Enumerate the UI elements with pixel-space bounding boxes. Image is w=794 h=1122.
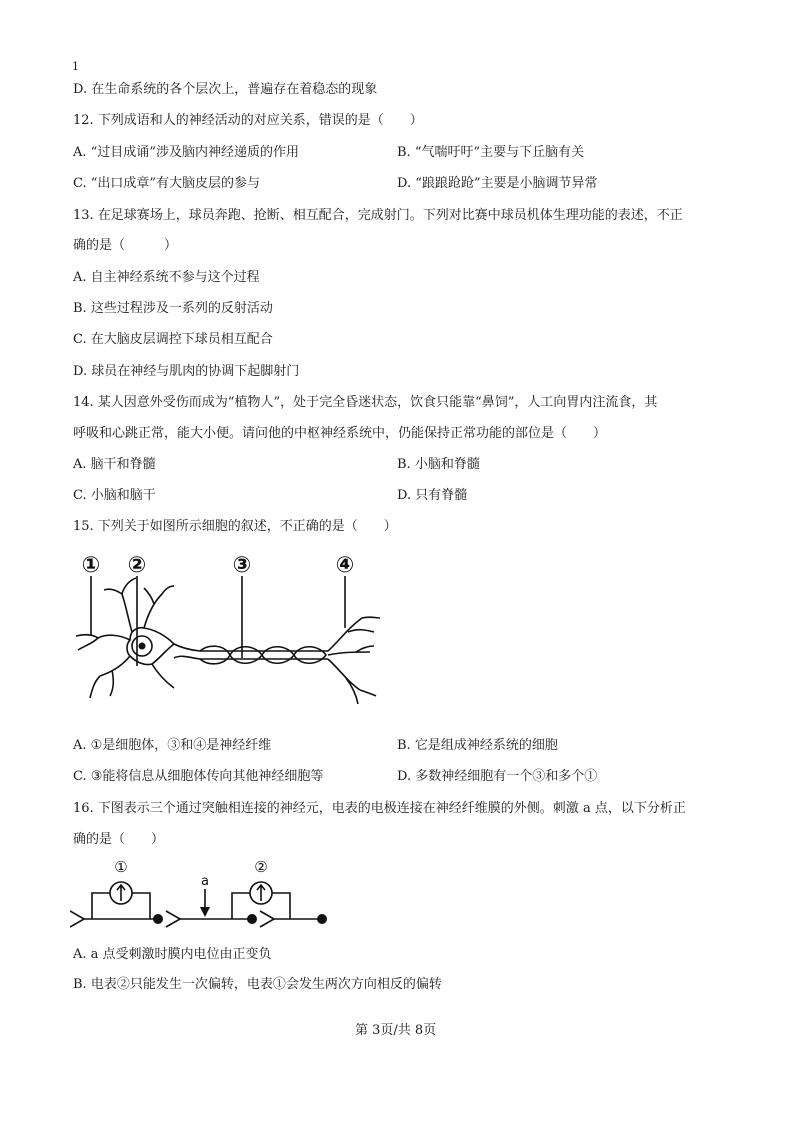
option-14-b: B. 小脑和脊髓 <box>397 457 480 472</box>
question-13-stem-line2: 确的是（ ） <box>73 238 178 253</box>
option-12-b: B. “气喘吁吁”主要与下丘脑有关 <box>397 145 585 160</box>
option-11-d: D. 在生命系统的各个层次上，普遍存在着稳态的现象 <box>73 82 378 97</box>
question-14-stem-line2: 呼吸和心跳正常，能大小便。请问他的中枢神经系统中，仍能保持正常功能的部位是（ ） <box>73 426 607 441</box>
option-14-a: A. 脑干和脊髓 <box>73 457 156 472</box>
page-mark: 1 <box>72 60 79 73</box>
option-16-a: A. a 点受刺激时膜内电位由正变负 <box>73 947 272 962</box>
question-16-stem-line1: 16. 下图表示三个通过突触相连接的神经元，电表的电极连接在神经纤维膜的外侧。刺激 a 点，以下分析正 <box>73 801 686 816</box>
option-14-c: C. 小脑和脑干 <box>73 488 156 503</box>
page-footer: 第 3页/共 8页 <box>355 1023 437 1038</box>
question-15-stem: 15. 下列关于如图所示细胞的叙述，不正确的是（ ） <box>73 519 397 534</box>
option-13-a: A. 自主神经系统不参与这个过程 <box>73 270 260 285</box>
synapse-meter-figure <box>70 855 340 935</box>
option-13-b: B. 这些过程涉及一系列的反射活动 <box>73 301 273 316</box>
option-15-b: B. 它是组成神经系统的细胞 <box>397 738 558 753</box>
option-15-a: A. ①是细胞体，③和④是神经纤维 <box>73 738 272 753</box>
option-12-c: C. “出口成章”有大脑皮层的参与 <box>73 176 261 191</box>
question-12-stem: 12. 下列成语和人的神经活动的对应关系，错误的是（ ） <box>73 113 423 128</box>
meter-label-2: ② <box>254 858 268 876</box>
neuron-label-1: ① <box>81 553 101 578</box>
question-13-stem-line1: 13. 在足球赛场上，球员奔跑、抢断、相互配合，完成射门。下列对比赛中球员机体生理功能的表述，不正 <box>73 208 683 223</box>
option-14-d: D. 只有脊髓 <box>397 488 468 503</box>
option-15-c: C. ③能将信息从细胞体传向其他神经细胞等 <box>73 769 324 784</box>
option-12-d: D. “踉踉跄跄”主要是小脑调节异常 <box>397 176 598 191</box>
option-16-b: B. 电表②只能发生一次偏转，电表①会发生两次方向相反的偏转 <box>73 977 442 992</box>
neuron-label-2: ② <box>127 553 147 578</box>
option-15-d: D. 多数神经细胞有一个③和多个① <box>397 769 598 784</box>
neuron-figure <box>70 548 380 726</box>
stimulus-point-label: a <box>201 874 209 889</box>
option-13-c: C. 在大脑皮层调控下球员相互配合 <box>73 332 273 347</box>
question-16-stem-line2: 确的是（ ） <box>73 832 165 847</box>
neuron-label-4: ④ <box>335 553 355 578</box>
option-13-d: D. 球员在神经与肌肉的协调下起脚射门 <box>73 364 300 379</box>
neuron-label-3: ③ <box>232 553 252 578</box>
meter-label-1: ① <box>114 858 128 876</box>
question-14-stem-line1: 14. 某人因意外受伤而成为“植物人”，处于完全昏迷状态，饮食只能靠“鼻饲”，人工向胃内注流食，其 <box>73 395 658 410</box>
option-12-a: A. “过目成诵”涉及脑内神经递质的作用 <box>73 145 299 160</box>
